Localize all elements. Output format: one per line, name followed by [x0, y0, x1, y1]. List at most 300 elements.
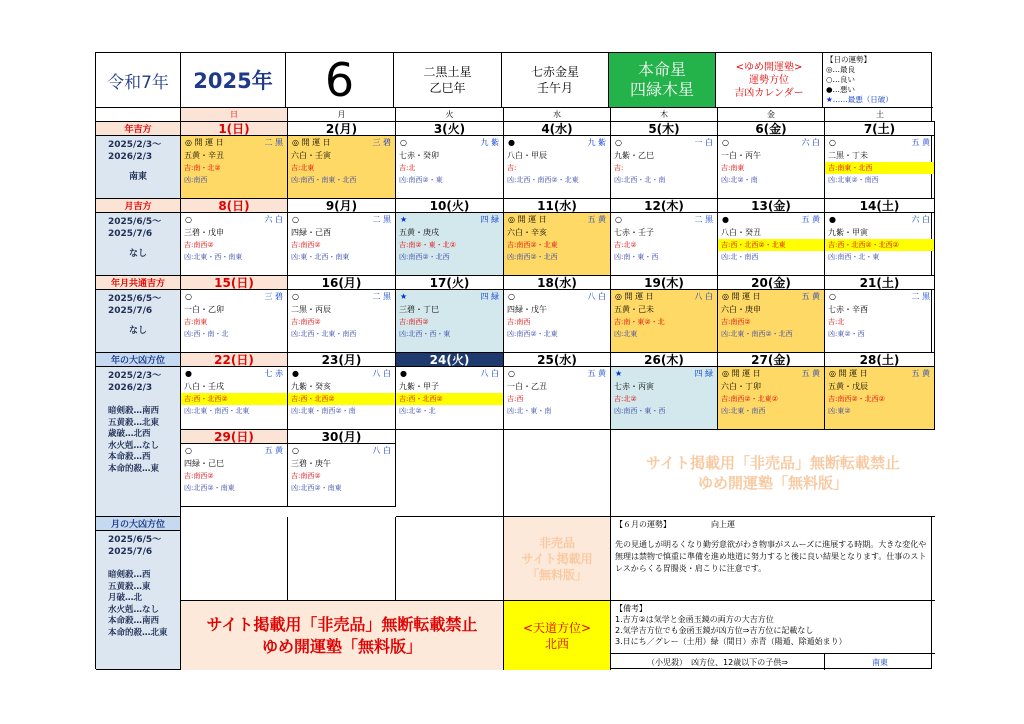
day-mark: ◎ 開 運 日 — [508, 215, 547, 224]
month-fortune — [611, 517, 935, 601]
day-kichi: 吉:南西 — [507, 318, 531, 326]
day-kichi: 吉:南西②・北東 — [507, 241, 558, 249]
day-luck-row — [288, 444, 395, 457]
day-cell[interactable] — [718, 122, 825, 199]
day-kichi: 吉: — [614, 164, 624, 172]
day-kyo: 凶:南西②・北西 — [507, 253, 558, 261]
day-kanshi: 七赤・丙寅 — [614, 382, 654, 391]
day-star: 五 黄 — [801, 215, 820, 224]
day-cell[interactable] — [504, 199, 611, 276]
day-cell[interactable] — [611, 199, 718, 276]
day-date[interactable]: 29(日) — [181, 430, 287, 444]
day-kichi: 吉:南西② — [721, 318, 751, 326]
day-luck-row — [396, 213, 503, 226]
day-luck-row — [718, 290, 824, 303]
day-mark: ★ — [400, 292, 408, 301]
r5-body — [96, 531, 181, 670]
watermark-line: 非売品 — [538, 535, 575, 550]
r5-list — [108, 570, 180, 639]
day-star: 八 白 — [587, 292, 606, 301]
day-date[interactable]: 24(火) — [396, 353, 503, 367]
day-kichi: 吉:南・北② — [184, 164, 221, 172]
day-kyo: 凶:北・南西 — [721, 253, 759, 261]
day-cell[interactable] — [611, 276, 718, 353]
day-mark: ★ — [615, 369, 623, 378]
day-date[interactable]: 20(金) — [718, 276, 824, 290]
brand-block — [716, 53, 823, 108]
day-luck-row — [181, 136, 287, 149]
shoni-label: （小児殺） 凶方位、12歳以下の子供⇒ — [611, 654, 825, 670]
day-luck-row — [181, 367, 287, 380]
day-star: 五 黄 — [911, 369, 930, 378]
fortune-title: 【６月の運勢】 — [615, 520, 671, 529]
day-mark: ◎ 開 運 日 — [185, 138, 224, 147]
day-cell[interactable] — [288, 353, 396, 430]
day-kichi: 吉:南東・北西 — [825, 162, 934, 174]
day-kanshi: 五黄・戊辰 — [828, 382, 868, 391]
day-mark: ● — [292, 369, 299, 378]
day-date[interactable]: 22(日) — [181, 353, 287, 367]
day-cell[interactable] — [611, 353, 718, 430]
day-luck-row — [825, 136, 934, 149]
day-kanshi: 六白・辛亥 — [507, 228, 547, 237]
fortune-text: 先の見通しが明るくなり勤労意欲がわき物事がスムーズに進展する時期。大きな変化や無理は禁物で慎重に準備を進め地道に努力すると後に良い結果となります。仕事のストレスからくる胃腸炎・肩こりに注意です。 — [615, 540, 927, 573]
watermark-line: ゆめ開運塾「無料版」 — [261, 636, 422, 656]
fortune-keyword: 向上運 — [711, 520, 735, 529]
day-kyo: 凶:北東・南西 — [721, 407, 766, 415]
day-date[interactable]: 12(木) — [611, 199, 717, 213]
r3-date: 2025/7/6 — [108, 306, 153, 316]
day-star: 九 紫 — [480, 138, 499, 147]
legend-bad: ●…悪い — [826, 85, 856, 94]
day-date[interactable]: 5(木) — [611, 122, 717, 136]
day-cell[interactable] — [181, 122, 288, 199]
day-kichi: 吉:西 — [507, 395, 524, 403]
day-kichi: 吉:南西②・北西② — [828, 395, 885, 403]
day-cell[interactable] — [396, 122, 504, 199]
day-kyo: 凶:北②・南 — [721, 176, 758, 184]
day-kyo: 凶:北西・北・南 — [614, 176, 666, 184]
r5-list-item: 本命殺…南西 — [108, 616, 160, 626]
day-date[interactable]: 30(月) — [288, 430, 395, 444]
r1-direction: 南東 — [128, 172, 147, 182]
day-kyo: 凶:東②・西 — [828, 330, 865, 338]
tendo-direction — [504, 601, 611, 670]
day-mark: ○ — [829, 292, 836, 301]
day-cell[interactable] — [825, 353, 935, 430]
day-kyo: 凶:北東・南西・北東 — [184, 407, 250, 415]
day-mark: ○ — [185, 446, 192, 455]
day-kanshi: 一白・乙丑 — [507, 382, 547, 391]
day-mark: ◎ 開 運 日 — [829, 369, 868, 378]
day-date[interactable]: 25(水) — [504, 353, 610, 367]
weekday-header: 火 — [396, 108, 504, 122]
day-cell[interactable] — [718, 199, 825, 276]
day-star: 八 白 — [372, 446, 391, 455]
day-cell[interactable] — [504, 353, 611, 430]
day-kyo: 凶:南・東・西 — [614, 253, 659, 261]
day-kichi: 吉:南西② — [184, 241, 214, 249]
day-kyo: 凶:南西②・北東 — [507, 330, 558, 338]
month-star-name: 七赤金星 — [530, 65, 579, 79]
r1-title: 年吉方 — [96, 122, 181, 136]
day-kyo: 凶:南西・東・西 — [614, 407, 666, 415]
notes-line: 3.日にち／グレー（土用）緑（間日）赤青（陽遁、除遁始まり） — [615, 637, 847, 646]
day-kyo: 凶:南西②・東 — [399, 176, 443, 184]
day-star: 四 緑 — [480, 215, 499, 224]
day-star: 九 紫 — [587, 138, 606, 147]
day-star: 二 黒 — [372, 292, 391, 301]
r2-body — [96, 213, 181, 276]
day-cell[interactable] — [504, 122, 611, 199]
day-date[interactable]: 6(金) — [718, 122, 824, 136]
day-kyo: 凶:北東②・南西 — [828, 176, 879, 184]
day-cell[interactable] — [611, 122, 718, 199]
day-luck-row — [718, 213, 824, 226]
day-kichi: 吉:西・北西②・北西② — [825, 239, 934, 251]
year-kanshi: 乙巳年 — [429, 81, 466, 95]
day-star: 三 碧 — [372, 138, 391, 147]
day-kyo: 凶:北・東・南 — [507, 407, 552, 415]
day-luck-row — [718, 367, 824, 380]
day-mark: ● — [400, 369, 407, 378]
day-kyo: 凶:東② — [828, 407, 851, 415]
r4-list-item: 歳破…北西 — [108, 429, 151, 439]
day-cell[interactable] — [504, 276, 611, 353]
day-kyo: 凶:北西・南西②・北東 — [507, 176, 579, 184]
watermark-bottom — [181, 601, 504, 670]
legend-title: 【日の運勢】 — [826, 55, 871, 64]
day-cell[interactable] — [181, 276, 288, 353]
day-kichi: 吉:北② — [614, 241, 637, 249]
day-mark: ◎ 開 運 日 — [722, 369, 761, 378]
r5-list-item: 水火剋…なし — [108, 604, 160, 615]
day-mark: ● — [508, 138, 515, 147]
day-cell[interactable] — [288, 430, 396, 507]
weekday-header: 月 — [288, 108, 396, 122]
day-star: 六 白 — [264, 215, 283, 224]
day-luck-row — [288, 367, 395, 380]
day-kichi: 吉:西・北西② — [396, 393, 503, 405]
day-date[interactable]: 2(月) — [288, 122, 395, 136]
day-date[interactable]: 1(日) — [181, 122, 287, 136]
day-kichi: 吉: — [507, 164, 517, 172]
brand-name: <ゆめ開運塾> — [735, 61, 803, 73]
day-kyo: 凶:北西②・南東 — [184, 484, 235, 492]
day-date[interactable]: 3(火) — [396, 122, 503, 136]
day-kyo: 凶:西・南・北 — [184, 330, 229, 338]
month-number: 6 — [286, 53, 394, 108]
day-kanshi: 五黄・己未 — [614, 305, 654, 314]
r4-title: 年の大凶方位 — [96, 353, 181, 367]
day-star: 二 黒 — [264, 138, 283, 147]
notes-title: 【備考】 — [615, 604, 647, 613]
day-kanshi: 七赤・癸卯 — [399, 151, 439, 160]
weekday-header: 日 — [181, 108, 288, 122]
day-kanshi: 九紫・甲子 — [399, 382, 439, 391]
empty-cell — [504, 430, 611, 517]
day-date[interactable]: 23(月) — [288, 353, 395, 367]
day-luck-row — [181, 213, 287, 226]
day-kichi: 吉:南西② — [399, 318, 429, 326]
empty-cell — [181, 517, 288, 601]
day-mark: ◎ 開 運 日 — [615, 292, 654, 301]
era-label: 令和7年 — [96, 53, 181, 108]
r5-list-item: 五黄殺…東 — [108, 581, 151, 592]
r5-list-item: 月破…北 — [108, 593, 143, 603]
r4-list-item: 本命殺…西 — [108, 452, 151, 462]
notes-line: 1.吉方②は気学と金函玉鏡の両方の大吉方位 — [615, 615, 774, 624]
day-mark: ○ — [292, 215, 299, 224]
day-mark: ○ — [829, 138, 836, 147]
day-kichi: 吉:南西② — [291, 241, 321, 249]
day-date[interactable]: 10(火) — [396, 199, 503, 213]
legend-best: ◎…最良 — [826, 65, 856, 74]
year-star — [394, 53, 502, 108]
day-kanshi: 六白・丁卯 — [721, 382, 761, 391]
tendo-title: <天道方位> — [522, 620, 592, 635]
day-mark: ○ — [292, 446, 299, 455]
day-date[interactable]: 9(月) — [288, 199, 395, 213]
r5-date: 2025/7/6 — [108, 547, 153, 557]
day-luck-row — [288, 290, 395, 303]
r1-body — [96, 136, 181, 199]
day-luck-row — [288, 213, 395, 226]
r4-list-item: 五黄殺…北東 — [108, 417, 160, 428]
day-kanshi: 九紫・癸亥 — [291, 382, 331, 391]
day-cell[interactable] — [396, 276, 504, 353]
r4-list — [108, 406, 180, 475]
day-luck-row — [825, 290, 934, 303]
day-kanshi: 二黒・丙辰 — [291, 305, 331, 314]
day-luck-row — [396, 367, 503, 380]
day-kanshi: 二黒・丁未 — [828, 151, 868, 160]
day-date[interactable]: 21(土) — [825, 276, 934, 290]
day-date[interactable]: 11(水) — [504, 199, 610, 213]
honmei-star — [609, 53, 716, 108]
day-date[interactable]: 7(土) — [825, 122, 934, 136]
day-star: 六 白 — [911, 215, 930, 224]
day-luck-row — [504, 213, 610, 226]
day-kanshi: 三碧・丁巳 — [399, 305, 439, 314]
day-date[interactable]: 18(水) — [504, 276, 610, 290]
day-mark: ◎ 開 運 日 — [292, 138, 331, 147]
r2-date: 2025/6/5～ — [108, 217, 162, 227]
day-star: 五 黄 — [587, 369, 606, 378]
calendar-sheet — [95, 52, 932, 669]
day-luck-row — [181, 444, 287, 457]
day-kichi: 吉:北② — [614, 395, 637, 403]
day-star: 五 黄 — [587, 215, 606, 224]
honmei-value: 四緑木星 — [629, 80, 694, 99]
day-mark: ★ — [400, 215, 408, 224]
r4-list-item: 水火剋…なし — [108, 440, 160, 451]
weekday-header: 金 — [718, 108, 825, 122]
day-date[interactable]: 17(火) — [396, 276, 503, 290]
day-kichi: 吉:西・北西② — [288, 393, 395, 405]
day-cell[interactable] — [181, 353, 288, 430]
day-cell[interactable] — [396, 353, 504, 430]
day-date[interactable]: 13(金) — [718, 199, 824, 213]
day-kyo: 凶:南西・北・東 — [828, 253, 880, 261]
day-luck-row — [611, 290, 717, 303]
day-kanshi: 三碧・庚午 — [291, 459, 331, 468]
honmei-label: 本命星 — [637, 60, 686, 79]
day-kanshi: 四緑・戊午 — [507, 305, 547, 314]
day-cell[interactable] — [288, 276, 396, 353]
day-mark: ○ — [508, 292, 515, 301]
shoni-value: 南東 — [872, 657, 888, 667]
watermark-mid — [504, 517, 611, 601]
day-kanshi: 四緑・己巳 — [184, 459, 224, 468]
day-kanshi: 七赤・壬子 — [614, 228, 654, 237]
day-kanshi: 八白・甲辰 — [507, 151, 547, 160]
day-star: 八 白 — [480, 369, 499, 378]
day-luck-row — [611, 136, 717, 149]
day-cell[interactable] — [181, 199, 288, 276]
day-mark: ○ — [508, 369, 515, 378]
day-star: 六 白 — [801, 138, 820, 147]
day-date[interactable]: 26(木) — [611, 353, 717, 367]
day-kichi: 吉:北 — [399, 164, 416, 172]
day-mark: ● — [722, 215, 729, 224]
notes — [611, 601, 935, 654]
r5-list-item: 本命的殺…北東 — [108, 627, 168, 638]
day-date[interactable]: 14(土) — [825, 199, 934, 213]
day-kanshi: 九紫・甲寅 — [828, 228, 868, 237]
brand-sub1: 運勢方位 — [749, 74, 789, 86]
month-star — [502, 53, 609, 108]
year-star-name: 二黒土星 — [423, 65, 472, 79]
day-cell[interactable] — [288, 199, 396, 276]
r5-list-item: 暗剣殺…西 — [108, 570, 151, 580]
empty-cell — [396, 517, 504, 601]
day-cell[interactable] — [825, 276, 935, 353]
day-cell[interactable] — [718, 276, 825, 353]
day-luck-row — [181, 290, 287, 303]
day-kanshi: 八白・癸丑 — [721, 228, 761, 237]
day-cell[interactable] — [825, 122, 935, 199]
day-star: 五 黄 — [264, 446, 283, 455]
day-star: 四 緑 — [480, 292, 499, 301]
day-kichi: 吉:西・北西②・北東 — [718, 239, 824, 251]
watermark-line: サイト掲載用「非売品」無断転載禁止 — [646, 454, 900, 472]
day-mark: ● — [185, 369, 192, 378]
day-kyo: 凶:北東・南西②・北西 — [721, 330, 793, 338]
day-date[interactable]: 4(水) — [504, 122, 610, 136]
r3-title: 年月共通吉方 — [96, 276, 181, 290]
day-mark: ○ — [400, 138, 407, 147]
day-cell[interactable] — [825, 199, 935, 276]
day-kyo: 凶:南西・南東・北西 — [291, 176, 357, 184]
r2-title: 月吉方 — [96, 199, 181, 213]
tendo-value: 北西 — [544, 636, 569, 651]
day-mark: ◎ 開 運 日 — [722, 292, 761, 301]
day-mark: ○ — [185, 292, 192, 301]
day-kichi: 吉:南西② — [291, 472, 321, 480]
r1-date: 2025/2/3～ — [108, 140, 162, 150]
day-date[interactable]: 16(月) — [288, 276, 395, 290]
day-kanshi: 八白・壬戌 — [184, 382, 224, 391]
day-luck-row — [288, 136, 395, 149]
day-mark: ● — [829, 215, 836, 224]
day-mark: ○ — [615, 138, 622, 147]
day-kanshi: 五黄・庚戌 — [399, 228, 439, 237]
notes-line: 2.気学吉方位でも金函玉鏡が凶方位⇒吉方位に記載なし — [615, 626, 814, 635]
day-star: 七 赤 — [264, 369, 283, 378]
r4-list-item: 本命的殺…東 — [108, 463, 160, 474]
r4-body — [96, 367, 181, 517]
day-kichi: 吉:南西②・北東② — [721, 395, 778, 403]
day-star: 一 白 — [694, 138, 713, 147]
empty-cell — [396, 430, 504, 517]
day-star: 二 黒 — [911, 292, 930, 301]
fortune-header — [615, 519, 931, 531]
day-star: 八 白 — [694, 292, 713, 301]
day-kichi: 吉:南西② — [184, 472, 214, 480]
day-luck-row — [504, 367, 610, 380]
day-kichi: 吉:南東 — [184, 318, 208, 326]
weekday-header: 土 — [825, 108, 935, 122]
weekday-header: 木 — [611, 108, 718, 122]
day-mark: ○ — [722, 138, 729, 147]
legend-good: ○…良い — [826, 75, 856, 84]
day-date[interactable]: 8(日) — [181, 199, 287, 213]
day-kanshi: 九紫・乙巳 — [614, 151, 654, 160]
day-date[interactable]: 28(土) — [825, 353, 934, 367]
month-kanshi: 壬午月 — [536, 81, 573, 95]
day-star: 四 緑 — [694, 369, 713, 378]
day-luck-row — [718, 136, 824, 149]
day-cell[interactable] — [396, 199, 504, 276]
empty-cell — [288, 517, 396, 601]
day-star: 三 碧 — [264, 292, 283, 301]
day-mark: ○ — [292, 292, 299, 301]
day-luck-row — [825, 213, 934, 226]
legend-worst: ★……最悪（日破） — [826, 95, 893, 104]
day-kichi: 吉:南・東②・北 — [614, 318, 665, 326]
brand-sub2: 吉凶カレンダー — [734, 87, 804, 99]
r4-date: 2026/2/3 — [108, 383, 153, 393]
day-luck-row — [825, 367, 934, 380]
day-kichi: 吉:西・北西② — [181, 393, 287, 405]
day-kichi: 吉:南②・東・北② — [399, 241, 456, 249]
r3-body — [96, 290, 181, 353]
weekday-header: 水 — [504, 108, 611, 122]
year-label: 2025年 — [181, 53, 286, 108]
day-cell[interactable] — [288, 122, 396, 199]
day-mark: ○ — [185, 215, 192, 224]
day-kyo: 凶:南西②・北西 — [399, 253, 450, 261]
day-kanshi: 五黄・辛丑 — [184, 151, 224, 160]
day-star: 二 黒 — [694, 215, 713, 224]
day-kanshi: 七赤・辛酉 — [828, 305, 868, 314]
day-kanshi: 四緑・己酉 — [291, 228, 331, 237]
watermark-top — [611, 430, 935, 517]
day-date[interactable]: 19(木) — [611, 276, 717, 290]
day-cell[interactable] — [181, 430, 288, 507]
day-luck-row — [611, 213, 717, 226]
day-mark: ○ — [615, 215, 622, 224]
day-star: 五 黄 — [801, 292, 820, 301]
day-luck-row — [504, 136, 610, 149]
day-kanshi: 六白・壬寅 — [291, 151, 331, 160]
day-date[interactable]: 27(金) — [718, 353, 824, 367]
day-kyo: 凶:北西・北東・南西 — [291, 330, 357, 338]
day-kanshi: 一白・丙午 — [721, 151, 761, 160]
day-cell[interactable] — [718, 353, 825, 430]
day-date[interactable]: 15(日) — [181, 276, 287, 290]
